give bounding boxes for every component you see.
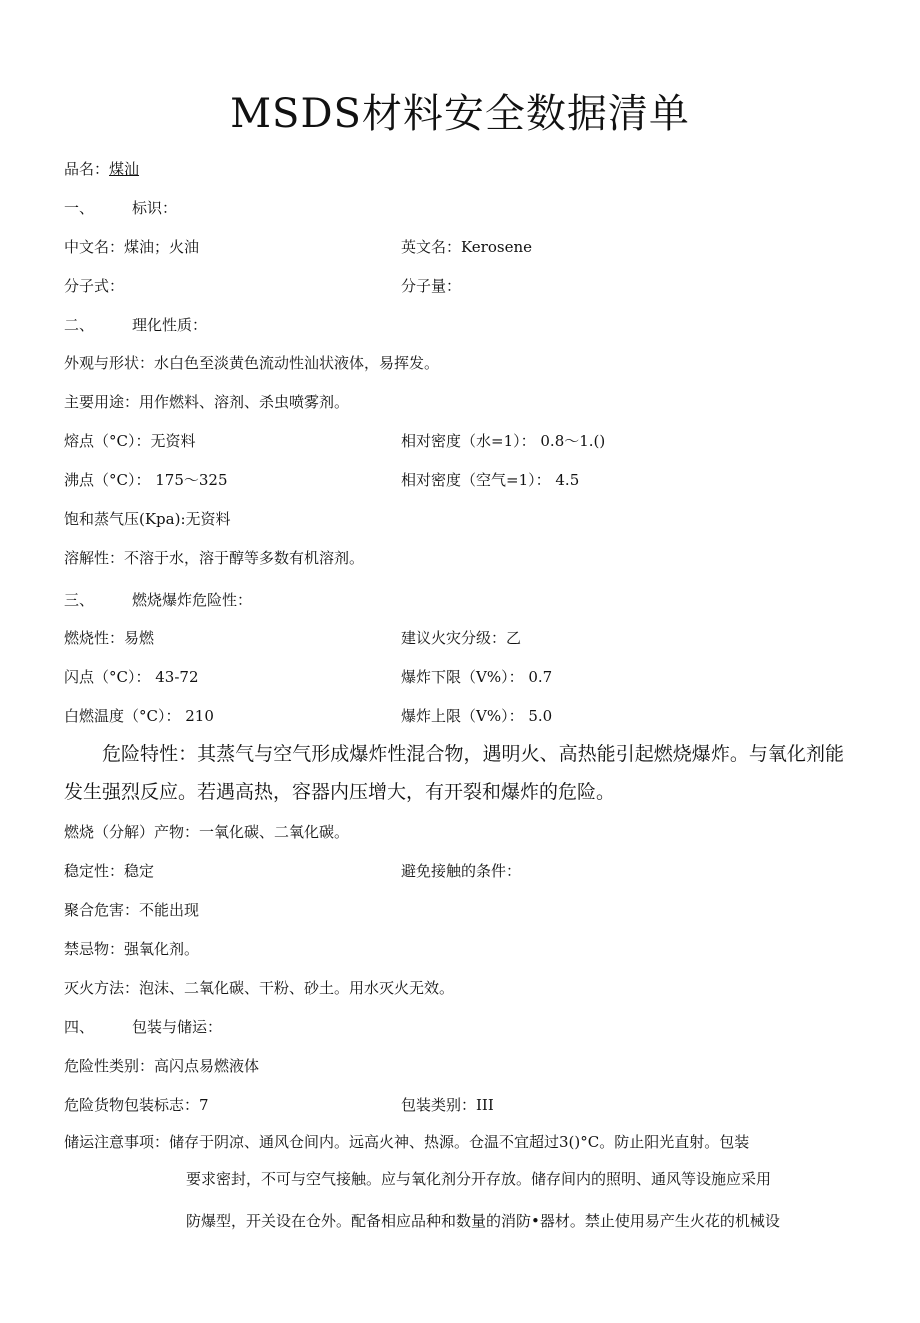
- page-title: MSDS材料安全数据清单: [230, 91, 690, 137]
- vapor-pressure: 饱和蒸气压(Kpa):无资料: [64, 510, 231, 528]
- melting-point: 熔点（°C）：无资料: [64, 432, 196, 450]
- incompatible-materials: 禁忌物：强氧化剂。: [64, 940, 200, 958]
- product-name: [64, 158, 139, 180]
- molecular-weight: 分子量：: [401, 277, 462, 295]
- solubility: 溶解性：不溶于水，溶于醇等多数有机溶剂。: [64, 549, 365, 567]
- avoid-conditions: 避免接触的条件：: [401, 862, 522, 880]
- section-title: 燃烧爆炸危险性：: [132, 591, 253, 609]
- boiling-point: 沸点（°C）： 175〜325: [64, 471, 228, 489]
- flammability: 燃烧性：易燃: [64, 629, 155, 647]
- section-number: 三、: [64, 591, 95, 609]
- molecular-formula: 分子式：: [64, 277, 125, 295]
- section-4-heading: [64, 1016, 222, 1038]
- section-3-heading: [64, 589, 252, 611]
- section-2-heading: [64, 314, 207, 336]
- autoignition-temp: 白燃温度（°C）： 210: [64, 707, 214, 725]
- hazard-characteristics: 危险特性：其蒸气与空气形成爆炸性混合物，遇明火、高热能引起燃烧爆炸。与氧化剂能发生强烈反应。若遇高热，容器内压增大，有开裂和爆炸的危险。: [64, 743, 844, 803]
- section-title: 理化性质：: [132, 316, 208, 334]
- explosion-upper-limit: 爆炸上限（V%）： 5.0: [401, 707, 553, 725]
- section-number: 一、: [64, 199, 95, 217]
- product-value: 煤汕: [109, 160, 140, 178]
- relative-density-water: 相对密度（水=1）： 0.8〜1.(): [401, 432, 606, 450]
- english-name: 英文名：Kerosene: [401, 238, 532, 256]
- hazard-class: 危险性类别：高闪点易燃液体: [64, 1057, 260, 1075]
- storage-notes: 储运注意事项：储存于阴凉、通风仓间内。远高火神、热源。仓温不宜超过3()°C。防止阳光直射。包装: [64, 1133, 750, 1151]
- appearance: 外观与形状：水白色至淡黄色流动性汕状液体，易挥发。: [64, 354, 440, 372]
- extinguishing-method: 灭火方法：泡沫、二氧化碳、干粉、砂土。用水灭火无效。: [64, 979, 455, 997]
- section-number: 四、: [64, 1018, 95, 1036]
- storage-notes-line: 要求密封，不可与空气接触。应与氧化剂分开存放。储存间内的照明、通风等设施应采用: [186, 1170, 772, 1188]
- section-title: 包装与储运：: [132, 1018, 223, 1036]
- product-label: 品名：: [64, 160, 110, 178]
- package-class: 包装类别：III: [401, 1096, 494, 1114]
- polymerization-hazard: 聚合危害：不能出现: [64, 901, 200, 919]
- combustion-products: 燃烧（分解）产物：一氧化碳、二氧化碳。: [64, 823, 350, 841]
- explosion-lower-limit: 爆炸下限（V%）： 0.7: [401, 668, 553, 686]
- storage-notes-line: 防爆型，开关设在仓外。配备相应品种和数量的消防•器材。禁止使用易产生火花的机械设: [186, 1212, 780, 1230]
- section-title: 标识：: [132, 199, 178, 217]
- relative-density-air: 相对密度（空气=1）： 4.5: [401, 471, 580, 489]
- fire-class: 建议火灾分级：乙: [401, 629, 522, 647]
- stability: 稳定性：稳定: [64, 862, 155, 880]
- package-mark: 危险货物包装标志：7: [64, 1096, 209, 1114]
- flash-point: 闪点（°C）： 43-72: [64, 668, 199, 686]
- chinese-name: 中文名：煤油；火油: [64, 238, 200, 256]
- section-number: 二、: [64, 316, 95, 334]
- section-1-heading: [64, 197, 177, 219]
- main-use: 主要用途：用作燃料、溶剂、杀虫喷雾剂。: [64, 393, 350, 411]
